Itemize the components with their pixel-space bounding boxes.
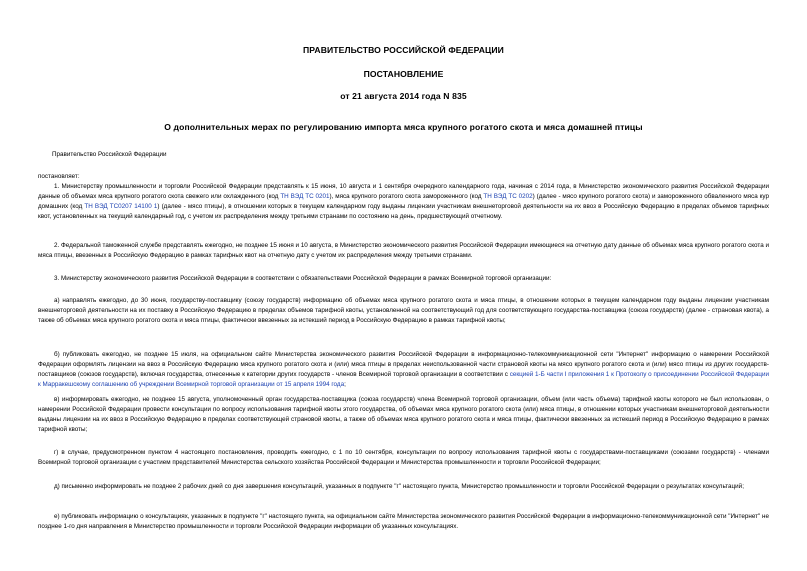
document-type-heading: ПОСТАНОВЛЕНИЕ (363, 69, 444, 79)
date-number-heading: от 21 августа 2014 года N 835 (340, 91, 467, 101)
paragraph-1-text-d: ) (далее - мясо птицы), в отношении которых в текущем календарном году выданы лицензии участникам внешнеторговой деятельности на их ввоз в Российскую Федерацию в пределах объемов тарифных квот, установленных на текущий календарный год, с учетом их распределения между третьими странами по состоянию на день, предшествующий отчетному. (38, 203, 769, 221)
paragraph-3: 3. Министерству экономического развития Российской Федерации в соответствии с обязательствами Российской Федерации в рамках Всемирной торговой организации: (54, 275, 552, 282)
subparagraph-v: в) информировать ежегодно, не позднее 15 августа, уполномоченный орган государства-поставщика (союза государств) члена Всемирной торговой организации, объем (или часть объема) тарифной квоты которого не был использован, о намерении Российской Федерации провести консультации по вопросу использования тарифной квоты этого государства, об объемах мяса крупного рогатого скота (или) мяса птицы, в отношении которых участникам внешнеторговой деятельности выданы лицензии на их ввоз в Российскую Федерацию в пределах соответствующей страновой квоты, а также об объемах мяса крупного рогатого скота и мяса птицы, фактически ввезенных за истекший период в Российскую Федерацию в рамках тарифной квоты; (38, 396, 769, 434)
paragraph-1 (38, 182, 769, 222)
paragraph-1-text-c: ) (далее - мясо крупного рогатого скота) и замороженного обваленного мяса кур домашних (код (38, 193, 770, 211)
subparagraph-b-text: б) публиковать ежегодно, не позднее 15 июля, на официальном сайте Министерства экономического развития Российской Федерации в информационно-телекоммуникационной сети "Интернет" информацию о намерении Российской Федерации оформлять лицензии на ввоз в Российскую Федерацию мяса крупного рогатого скота и (или) мяса птицы в пределах неиспользованной части страновой квоты на мясо крупного рогатого скота и (или) мясо птицы из других государств-поставщиков (союзов государств), включая государства, отнесенные к категории других государств - членов Всемирной торговой организации в соответствии с (38, 351, 769, 379)
link-wto-protocol[interactable]: секцией 1-Б части I приложения 1 к Протоколу о присоединении Российской Федерации к Марракешскому соглашению об учреждении Всемирной торговой организации от 15 апреля 1994 года (38, 371, 769, 389)
subparagraph-g: г) в случае, предусмотренном пунктом 4 настоящего постановления, проводить ежегодно, с 1 по 10 сентября, консультации по вопросу использования тарифной квоты с государствами-поставщиками (союзами государств) - членами Всемирной торговой организации с участием представителей Министерства сельского хозяйства Российской Федерации и Министерства промышленности и торговли Российской Федерации; (38, 449, 769, 467)
paragraph-2: 2. Федеральной таможенной службе представлять ежегодно, не позднее 15 июня и 10 августа, в Министерство экономического развития Российской Федерации имеющиеся на отчетную дату данные об объемах мяса крупного рогатого скота и мяса птицы, ввезенных в Российскую Федерацию в рамках тарифных квот на отчетную дату с учетом их распределения между третьими странами. (38, 242, 769, 260)
link-tn-ved-0207[interactable]: ТН ВЭД ТС0207 14100 1 (84, 203, 158, 211)
document-title: О дополнительных мерах по регулированию импорта мяса крупного рогатого скота и мяса домашней птицы (164, 122, 643, 132)
link-tn-ved-0202[interactable]: ТН ВЭД ТС 0202 (483, 193, 533, 201)
subparagraph-b (38, 350, 769, 390)
subparagraph-e: е) публиковать информацию о консультациях, указанных в подпункте "г" настоящего пункта, на официальном сайте Министерства экономического развития Российской Федерации в информационно-телекоммуникационной сети "Интернет" не позднее 1-го дня направления в Министерство промышленности и торговли Российской Федерации информации об указанных консультациях. (38, 513, 769, 531)
resolves-line: постановляет: (38, 173, 80, 180)
subparagraph-a: а) направлять ежегодно, до 30 июня, государству-поставщику (союзу государств) информацию об объемах мяса крупного рогатого скота и мяса птицы, в отношении которых в текущем календарном году выданы лицензии участникам внешнеторговой деятельности на их поставку в Российскую Федерацию в пределах объемов тарифной квоты, установленной на соответствующий год для соответствующего государства-поставщика (союза государств) (далее - страновая квота), а также об объемах мяса крупного рогатого скота и мяса птицы, фактически ввезенных за истекший период в Российскую Федерацию в рамках тарифной квоты; (38, 297, 769, 325)
paragraph-1-text-a: 1. Министерству промышленности и торговли Российской Федерации представлять к 15 июня, 10 августа и 1 сентября очередного календарного года, начиная с 2014 года, в Министерство экономического развития Российской Федерации данные об объемах мяса крупного рогатого скота свежего или охлажденного (код (38, 183, 769, 201)
subparagraph-d: д) письменно информировать не позднее 2 рабочих дней со дня завершения консультаций, указанных в подпункте "г" настоящего пункта, Министерство промышленности и торговли Российской Федерации о результатах консультаций; (54, 483, 744, 490)
government-heading: ПРАВИТЕЛЬСТВО РОССИЙСКОЙ ФЕДЕРАЦИИ (303, 45, 504, 55)
issuer-line: Правительство Российской Федерации (52, 151, 167, 158)
subparagraph-b-end: ; (344, 381, 346, 389)
link-tn-ved-0201[interactable]: ТН ВЭД ТС 0201 (280, 193, 330, 201)
paragraph-1-text-b: ), мяса крупного рогатого скота замороженного (код (329, 193, 484, 201)
